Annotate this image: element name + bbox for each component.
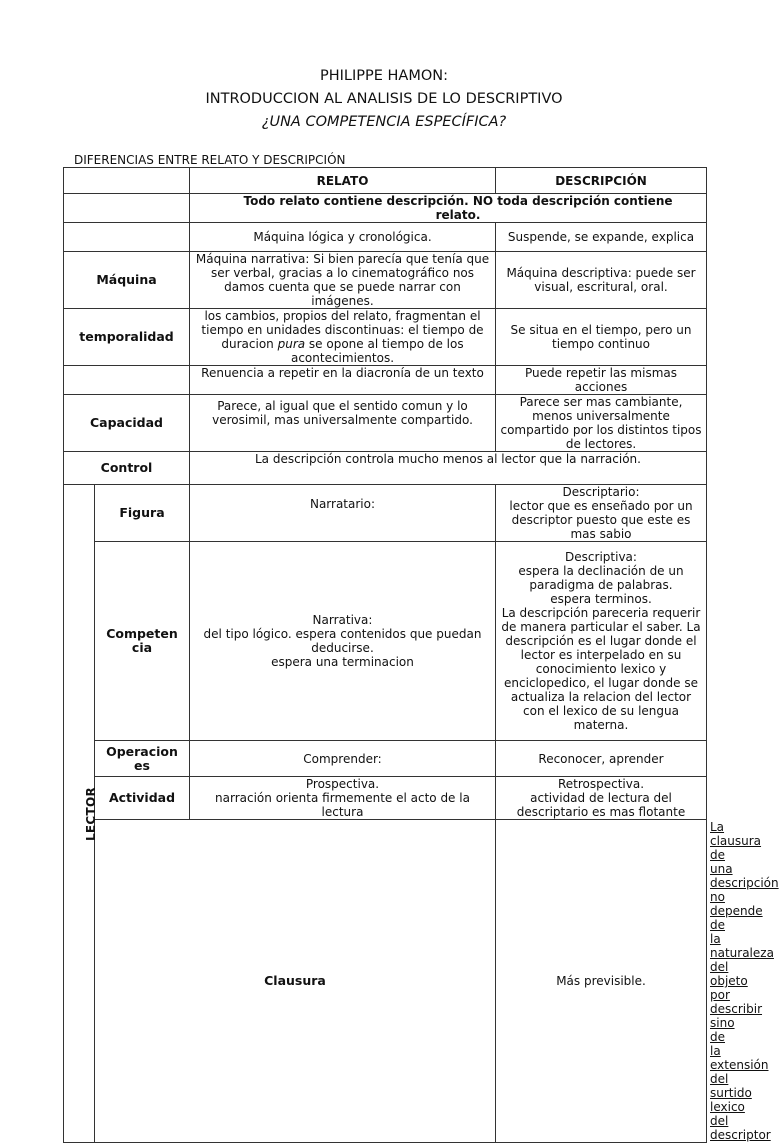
row-actividad (64, 777, 707, 820)
maquina-desc: Máquina descriptiva: puede ser visual, escritural, oral. (496, 252, 707, 309)
actividad-desc-body: actividad de lectura del descriptario es mas flotante (516, 791, 686, 819)
figura-desc-body: lector que es enseñado por un descriptor puesto que este es mas sabio (509, 499, 693, 541)
capacidad-label: Capacidad (64, 395, 190, 452)
row-maquina (64, 252, 707, 309)
empty-label (64, 223, 190, 252)
diacronia-relato: Renuencia a repetir en la diacronía de un texto (190, 366, 496, 395)
competencia-desc-l1: espera la declinación de un paradigma de palabras. (518, 564, 684, 592)
doc-title: INTRODUCCION AL ANALISIS DE LO DESCRIPTIVO (205, 91, 563, 107)
control-label: Control (64, 452, 190, 485)
lector-label-text: LECTOR (84, 786, 99, 841)
row-diacronia (64, 366, 707, 395)
figura-relato: Narratario: (190, 485, 496, 542)
competencia-relato-title: Narrativa: (312, 613, 373, 627)
row-logica (64, 223, 707, 252)
actividad-desc (496, 777, 707, 820)
competencia-relato-body: del tipo lógico. espera contenidos que puedan deducirse. (203, 627, 482, 655)
header-row (64, 168, 707, 194)
competencia-desc (496, 542, 707, 741)
clausura-label: Clausura (95, 820, 496, 1143)
figura-desc-title: Descriptario: (562, 485, 640, 499)
competencia-label: Competen cia (95, 542, 190, 741)
intro-text: Todo relato contiene descripción. NO toda descripción contiene relato. (190, 194, 707, 223)
figura-label: Figura (95, 485, 190, 542)
temporalidad-label: temporalidad (64, 309, 190, 366)
row-figura (64, 485, 707, 542)
figura-desc (496, 485, 707, 542)
row-control (64, 452, 707, 485)
actividad-relato (190, 777, 496, 820)
empty-label (64, 194, 190, 223)
operaciones-desc: Reconocer, aprender (496, 741, 707, 777)
competencia-relato (190, 542, 496, 741)
actividad-desc-title: Retrospectiva. (557, 777, 645, 791)
col-relato: RELATO (190, 168, 496, 194)
actividad-relato-title: Prospectiva. (305, 777, 380, 791)
actividad-label: Actividad (95, 777, 190, 820)
row-temporalidad (64, 309, 707, 366)
row-capacidad (64, 395, 707, 452)
logica-relato: Máquina lógica y cronológica. (190, 223, 496, 252)
comparison-table (63, 167, 779, 1143)
doc-author: PHILIPPE HAMON: (319, 68, 448, 84)
temporalidad-relato (190, 309, 496, 366)
row-competencia (64, 542, 707, 741)
logica-desc: Suspende, se expande, explica (496, 223, 707, 252)
competencia-relato-tail: espera una terminacion (271, 655, 414, 669)
clausura-relato: Más previsible. (496, 820, 707, 1143)
capacidad-relato: Parece, al igual que el sentido comun y lo verosimil, mas universalmente compartido. (190, 395, 496, 452)
row-operaciones (64, 741, 707, 777)
temporalidad-relato-b: se opone al tiempo de los acontecimientos. (290, 337, 464, 365)
capacidad-desc: Parece ser mas cambiante, menos universalmente compartido por los distintos tipos de lectores. (496, 395, 707, 452)
row-clausura: Clausura Más previsible. La clausura de una descripción no depende de la naturaleza del objeto por describir sino de la extensión del surtido lexico del descriptor (64, 820, 707, 1143)
temporalidad-desc: Se situa en el tiempo, pero un tiempo continuo (496, 309, 707, 366)
col-descripcion: DESCRIPCIÓN (496, 168, 707, 194)
operaciones-relato: Comprender: (190, 741, 496, 777)
table-caption: DIFERENCIAS ENTRE RELATO Y DESCRIPCIÓN (74, 153, 346, 167)
competencia-desc-l2: espera terminos. (550, 592, 652, 606)
temporalidad-relato-a: los cambios, propios del relato, fragmentan el tiempo en unidades discontinuas: el tiempo de duracion (201, 309, 484, 351)
doc-question: ¿UNA COMPETENCIA ESPECÍFICA? (261, 114, 507, 130)
competencia-desc-l3: La descripción pareceria requerir de manera particular el saber. La descripción es el lugar donde el lector es interpelado en su conocimiento lexico y enciclopedico, el lugar donde se actualiza la relacion del lector con el lexico de su lengua materna. (501, 606, 701, 732)
empty-label (64, 366, 190, 395)
maquina-relato: Máquina narrativa: Si bien parecía que tenía que ser verbal, gracias a lo cinematográfico nos damos cuenta que se puede narrar con imágenes. (190, 252, 496, 309)
row-intro (64, 194, 707, 223)
competencia-desc-title: Descriptiva: (565, 550, 637, 564)
maquina-label: Máquina (64, 252, 190, 309)
temporalidad-relato-em: pura (277, 337, 306, 351)
diacronia-desc: Puede repetir las mismas acciones (496, 366, 707, 395)
actividad-relato-body: narración orienta firmemente el acto de la lectura (215, 791, 470, 819)
operaciones-label: Operacion es (95, 741, 190, 777)
control-text: La descripción controla mucho menos al lector que la narración. (190, 452, 707, 485)
lector-label (64, 485, 99, 1143)
empty-corner (64, 168, 190, 194)
